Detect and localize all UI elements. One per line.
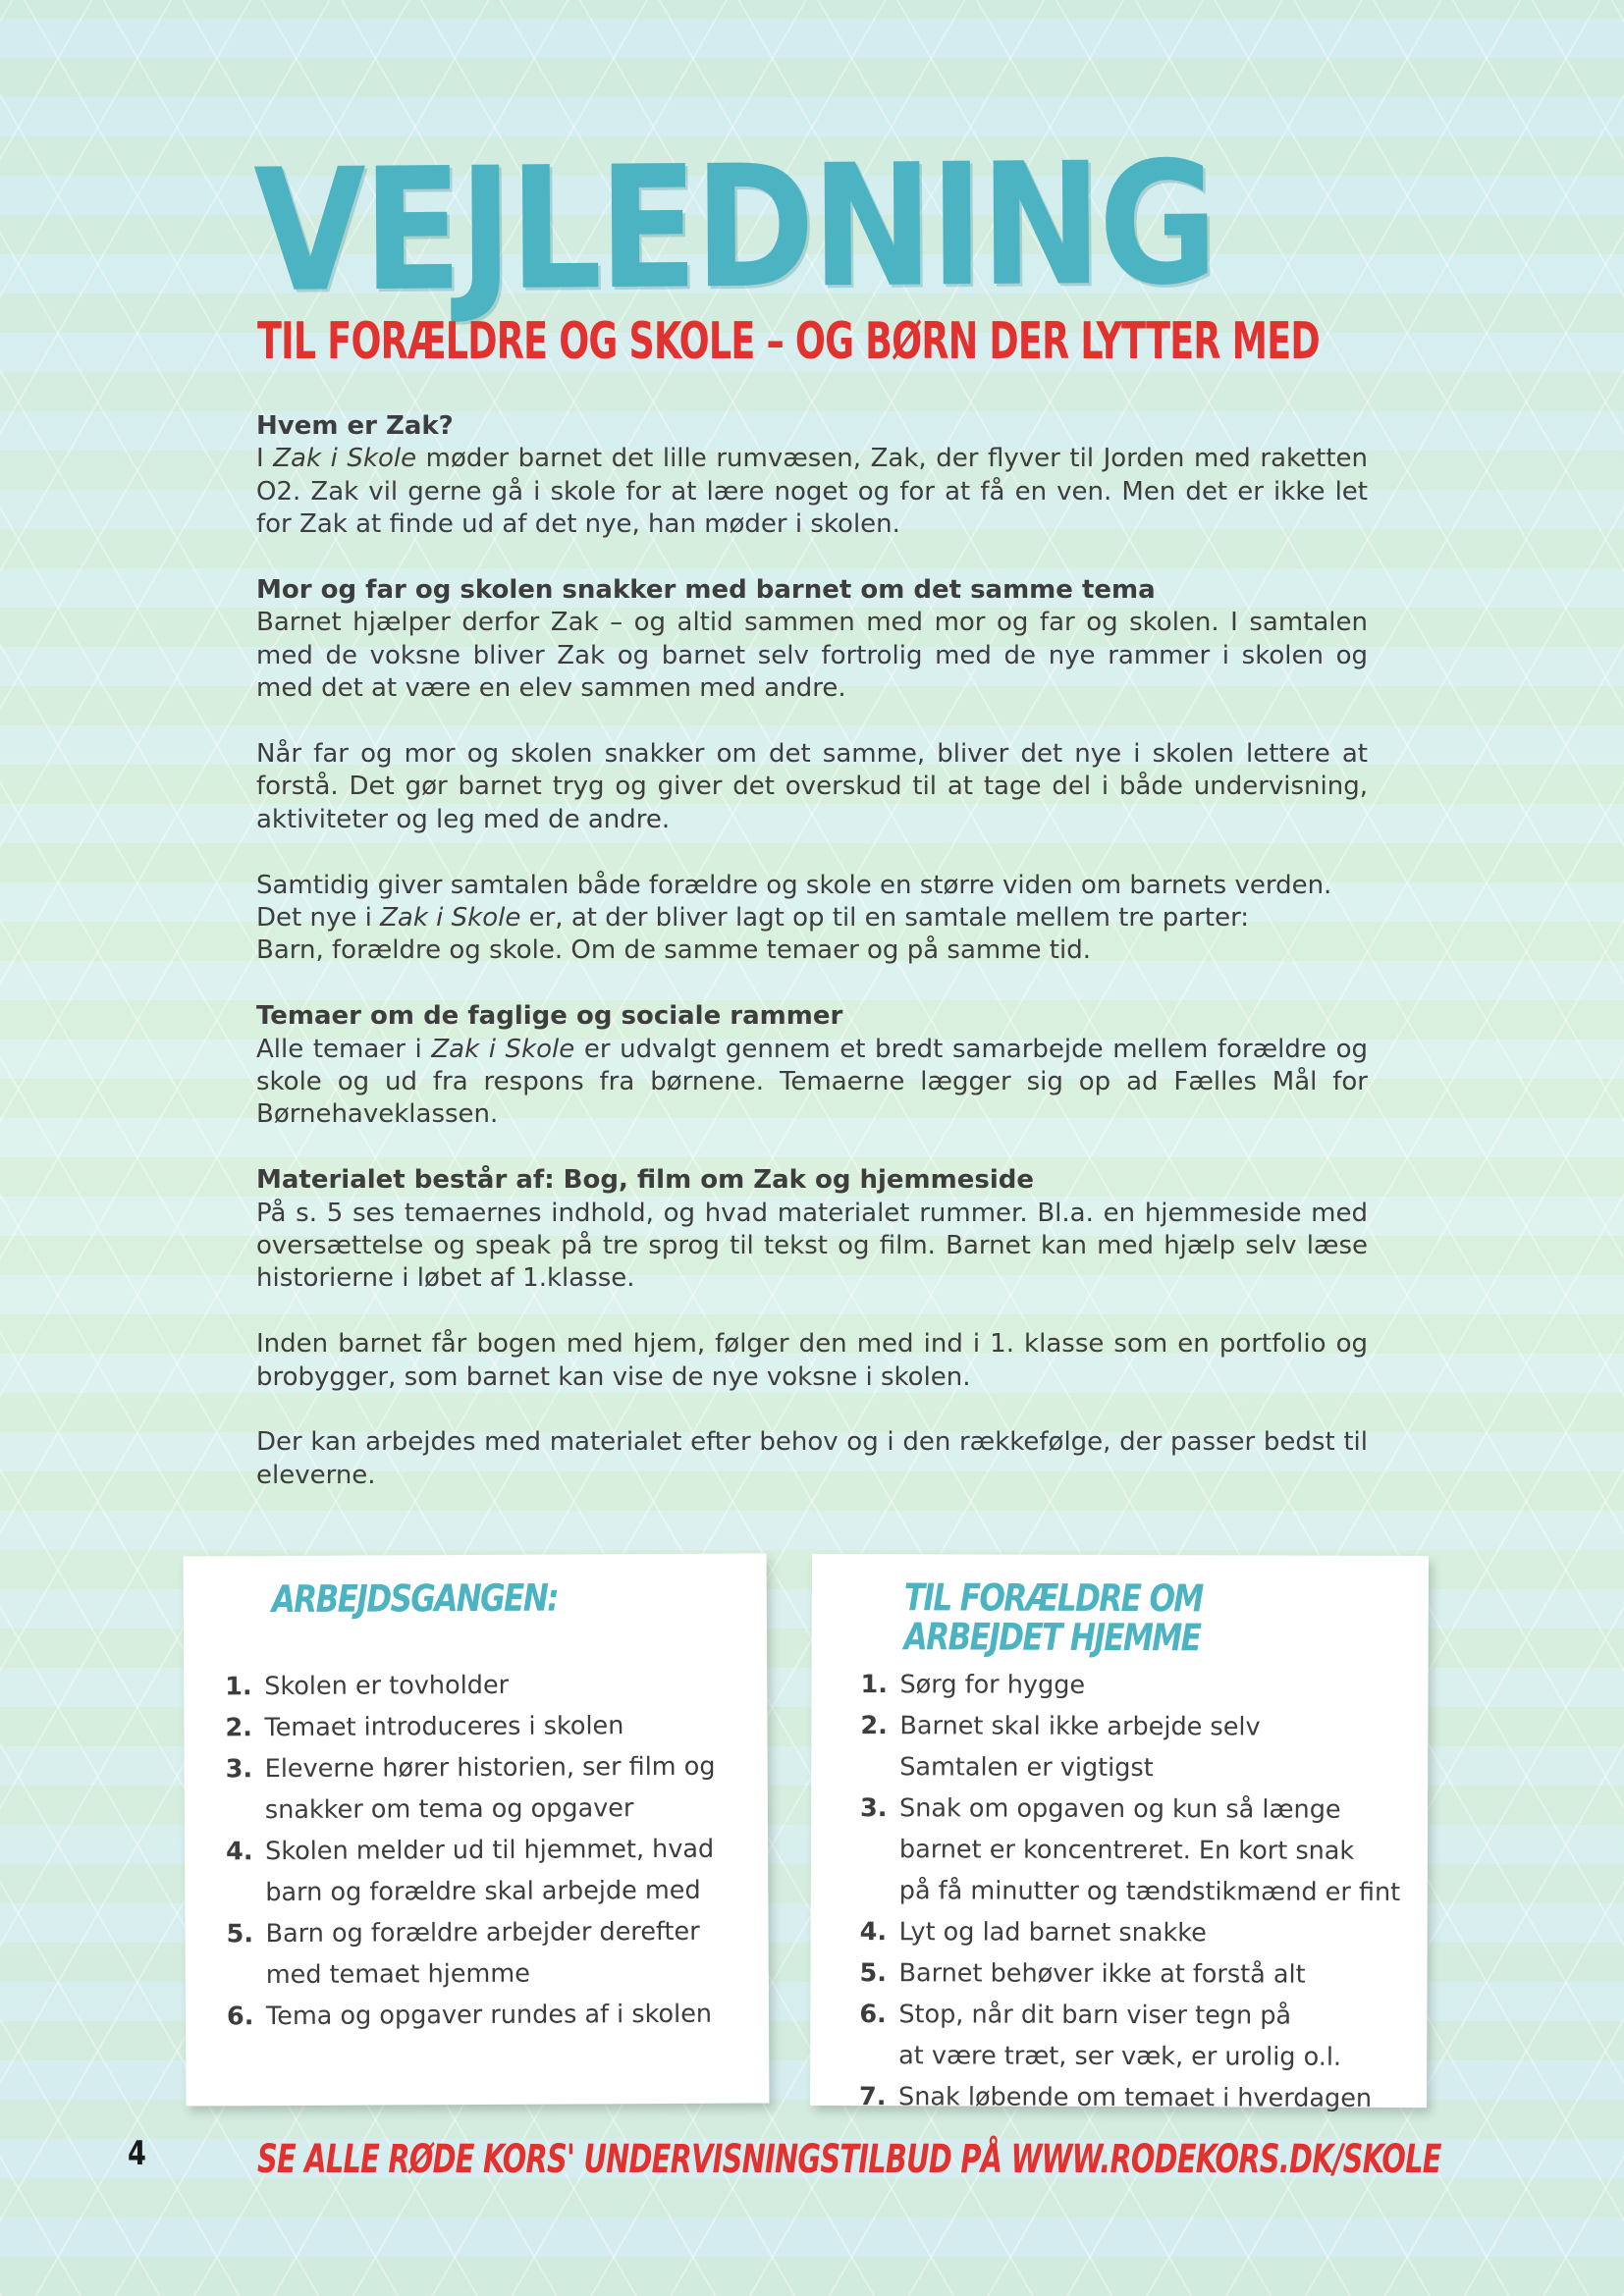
list-item	[860, 1664, 1420, 1707]
page-subtitle: TIL FORÆLDRE OG SKOLE – OG BØRN DER LYTTER MED	[257, 312, 1320, 371]
book-title: Zak i Skole	[273, 444, 417, 474]
section-heading: Mor og far og skolen snakker med barnet om det samme tema	[256, 575, 1156, 606]
card-title-line: ARBEJDET HJEMME	[903, 1615, 1201, 1660]
paragraph	[256, 1034, 1368, 1132]
list-number: 1.	[860, 1670, 889, 1700]
list-number: 6.	[859, 2000, 887, 2030]
book-title: Zak i Skole	[431, 1034, 575, 1064]
paragraph: Når far og mor og skolen snakker om det samme, bliver det nye i skolen lettere at forstå. Det gør barnet tryg og giver det overskud til at tage del i både undervisning, aktiviteter og leg med de andre.	[256, 739, 1368, 834]
page-title: VEJLEDNING	[252, 125, 1216, 330]
list-number: 5.	[226, 1919, 254, 1949]
list-item	[227, 1994, 757, 2038]
list-item	[226, 1829, 756, 1914]
list-item	[226, 1911, 756, 1997]
paragraph: Barnet hjælper derfor Zak – og altid sammen med mor og far og skolen. I samtalen med de voksne bliver Zak og barnet selv fortrolig med de nye rammer i skolen og med det at være en elev sammen med andre.	[256, 608, 1368, 704]
paragraph: Inden barnet får bogen med hjem, følger den med ind i 1. klasse som en portfolio og brobygger, som barnet kan vise de nye voksne i skolen.	[256, 1329, 1368, 1392]
list-item-text: Barnet skal ikke arbejde selv	[899, 1711, 1261, 1742]
list-item-text: barnet er koncentreret. En kort snak	[898, 1835, 1355, 1866]
list-item	[225, 1705, 755, 1749]
list-item	[860, 1911, 1420, 1954]
list-item-text: på få minutter og tændstikmænd er fint	[898, 1876, 1401, 1907]
list-item	[226, 1746, 756, 1832]
list-number: 4.	[226, 1837, 253, 1867]
paragraph: Der kan arbejdes med materialet efter behov og i den rækkefølge, der passer bedst til eleverne.	[256, 1427, 1368, 1490]
list-item	[860, 1705, 1420, 1789]
list-number: 5.	[859, 1958, 887, 1989]
section-heading: Hvem er Zak?	[256, 411, 454, 441]
list-item-text: Stop, når dit barn viser tegn på	[898, 2000, 1292, 2031]
list-item-text: Lyt og lad barnet snakke	[898, 1917, 1207, 1949]
section-heading: Temaer om de faglige og sociale rammer	[256, 1001, 843, 1032]
list-number: 1.	[225, 1672, 252, 1702]
section-conversation	[256, 574, 1368, 968]
list-number: 6.	[226, 2002, 254, 2032]
card-title	[903, 1575, 1203, 1660]
list-item-text: Barnet behøver ikke at forstå alt	[898, 1958, 1306, 1990]
list-item-text: at være træt, ser væk, er urolig o.l.	[898, 2041, 1342, 2072]
card-title-line: TIL FORÆLDRE OM	[903, 1575, 1203, 1621]
list-number: 3.	[860, 1793, 888, 1824]
list-number: 4.	[859, 1917, 888, 1948]
list-item-text: Snak om opgaven og kun så længe	[899, 1793, 1341, 1825]
book-title: Zak i Skole	[380, 903, 521, 934]
list-item-text: Skolen er tovholder	[264, 1670, 510, 1702]
text-span: er udvalgt gennem et bredt samarbejde mellem forældre og skole og ud fra respons fra børnene. Temaerne lægger sig op ad Fælles Mål for Børnehaveklassen.	[256, 1034, 1368, 1130]
list-item-text: Snak løbende om temaet i hverdagen	[897, 2082, 1373, 2113]
list-item-text: med temaet hjemme	[265, 1958, 530, 1991]
section-intro	[256, 410, 1368, 542]
text-span: er, at der bliver lagt op til en samtale mellem tre parter:	[520, 903, 1250, 934]
parents-card	[810, 1554, 1429, 2113]
list-item-text: Skolen melder ud til hjemmet, hvad	[265, 1834, 715, 1867]
list-item	[860, 1788, 1420, 1913]
text-span: møder barnet det lille rumvæsen, Zak, der flyver til Jorden med raketten O2. Zak vil gerne gå i skole for at lære noget og for at få en ven. Men det er ikke let for Zak at finde ud af det nye, han møder i skolen.	[256, 444, 1368, 540]
list-item	[859, 2076, 1419, 2119]
section-heading: Materialet består af: Bog, film om Zak og hjemmeside	[256, 1165, 1034, 1196]
section-themes	[256, 1000, 1368, 1132]
text-span: Det nye i	[256, 903, 381, 934]
list-item-text: Barn og forældre arbejder derefter	[265, 1916, 700, 1949]
workflow-card	[184, 1553, 770, 2106]
list-item-text: Samtalen er vigtigst	[899, 1752, 1154, 1784]
card-title: ARBEJDSGANGEN:	[271, 1575, 559, 1622]
list-item-text: Eleverne hører historien, ser film og	[264, 1751, 716, 1785]
list-item	[225, 1664, 755, 1708]
section-materials	[256, 1164, 1368, 1492]
list-number: 2.	[860, 1711, 888, 1741]
parents-list	[859, 1664, 1421, 2119]
page-number: 4	[128, 2134, 146, 2173]
list-item-text: snakker om tema og opgaver	[264, 1793, 634, 1826]
list-item	[859, 1952, 1419, 1996]
text-span: Samtidig giver samtalen både forældre og skole en større viden om barnets verden.	[256, 870, 1332, 900]
list-item	[859, 1994, 1419, 2078]
list-item-text: Tema og opgaver rundes af i skolen	[265, 1999, 713, 2032]
list-number: 3.	[225, 1754, 253, 1785]
list-number: 2.	[225, 1713, 252, 1743]
list-number: 7.	[858, 2082, 887, 2112]
footer-link-text: SE ALLE RØDE KORS' UNDERVISNINGSTILBUD PÅ WWW.RODEKORS.DK/SKOLE	[257, 2137, 1441, 2182]
list-item-text: Sørg for hygge	[899, 1670, 1086, 1700]
workflow-list	[225, 1664, 757, 2038]
text-span: I	[256, 444, 274, 474]
paragraph	[256, 443, 1368, 541]
list-item-text: barn og forældre skal arbejde med	[265, 1875, 701, 1908]
text-span: Alle temaer i	[256, 1034, 432, 1064]
text-span: Barn, forældre og skole. Om de samme temaer og på samme tid.	[256, 935, 1091, 966]
list-item-text: Temaet introduceres i skolen	[264, 1711, 624, 1743]
paragraph: På s. 5 ses temaernes indhold, og hvad materialet rummer. Bl.a. en hjemmeside med oversættelse og speak på tre sprog til tekst og film. Barnet kan med hjælp selv læse historierne i løbet af 1.klasse.	[256, 1198, 1368, 1294]
main-text	[256, 410, 1368, 1492]
paragraph	[256, 870, 1368, 968]
